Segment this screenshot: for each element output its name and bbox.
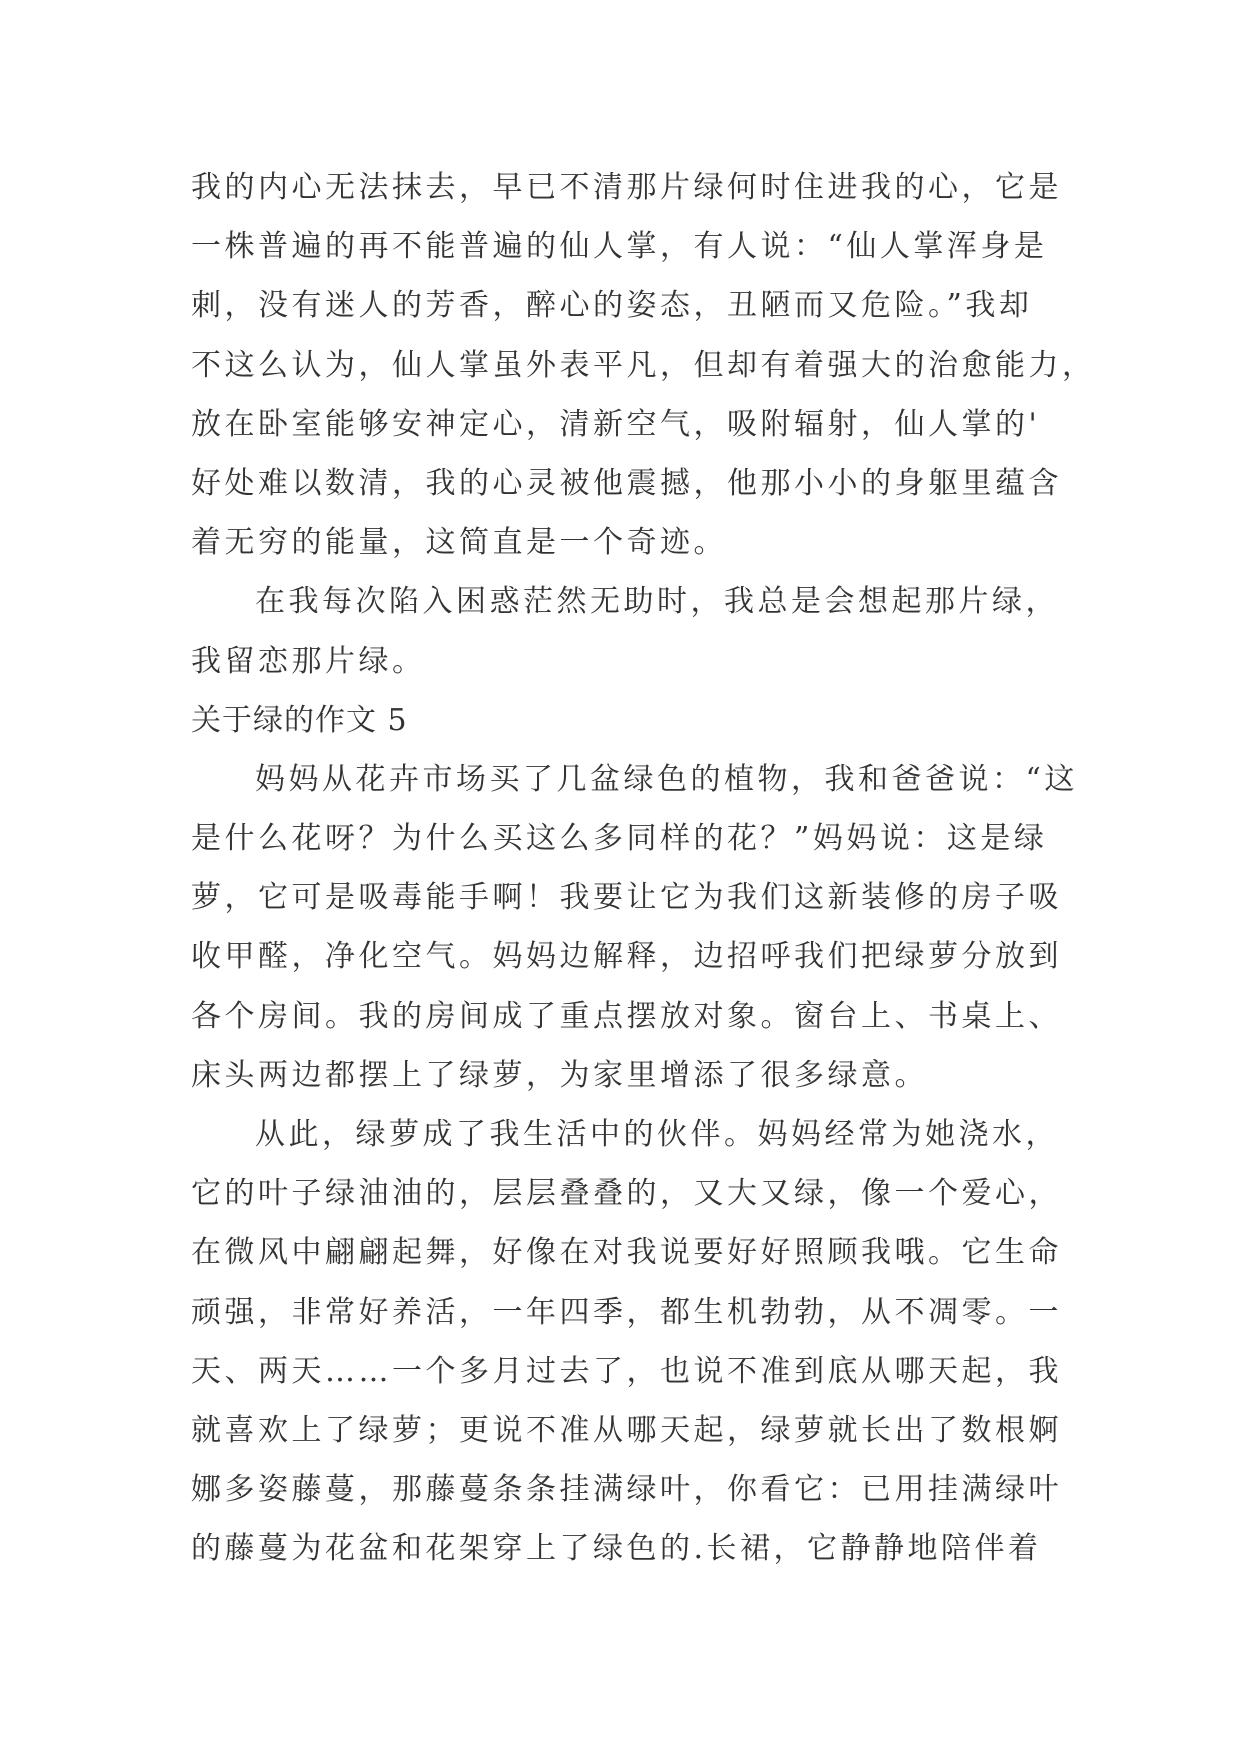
text-line: 萝，它可是吸毒能手啊！我要让它为我们这新装修的房子吸 (191, 880, 1062, 916)
text-line: 就喜欢上了绿萝；更说不准从哪天起，绿萝就长出了数根婀 (191, 1412, 1062, 1448)
text-line: 刺，没有迷人的芳香，醉心的姿态，丑陋而又危险。”我却 (191, 288, 1033, 324)
text-line: 天、两天……一个多月过去了，也说不准到底从哪天起，我 (191, 1353, 1062, 1389)
text-line: 我的内心无法抹去，早已不清那片绿何时住进我的心，它是 (191, 170, 1062, 205)
text-line: 一株普遍的再不能普遍的仙人掌，有人说：“仙人掌浑身是 (191, 229, 1048, 265)
section-heading: 关于绿的作文 5 (191, 702, 408, 738)
text-line: 的藤蔓为花盆和花架穿上了绿色的.长裙，它静静地陪伴着 (191, 1531, 1042, 1567)
text-line: 收甲醛，净化空气。妈妈边解释，边招呼我们把绿萝分放到 (191, 939, 1062, 975)
text-line: 娜多姿藤蔓，那藤蔓条条挂满绿叶，你看它：已用挂满绿叶 (191, 1472, 1062, 1508)
text-line: 不这么认为，仙人掌虽外表平凡，但却有着强大的治愈能力， (191, 347, 1096, 383)
text-line: 着无穷的能量，这简直是一个奇迹。 (191, 525, 727, 561)
text-line: 顽强，非常好养活，一年四季，都生机勃勃，从不凋零。一 (191, 1294, 1062, 1330)
text-line: 床头两边都摆上了绿萝，为家里增添了很多绿意。 (191, 1057, 928, 1093)
text-line: 好处难以数清，我的心灵被他震撼，他那小小的身躯里蕴含 (191, 465, 1062, 501)
paragraph-start-line: 妈妈从花卉市场买了几盆绿色的植物，我和爸爸说：“这 (255, 761, 1078, 797)
text-line: 是什么花呀？为什么买这么多同样的花？”妈妈说：这是绿 (191, 821, 1048, 857)
text-line: 各个房间。我的房间成了重点摆放对象。窗台上、书桌上、 (191, 998, 1062, 1034)
text-line: 我留恋那片绿。 (191, 643, 426, 679)
essay-text (191, 158, 1096, 1579)
text-line: 它的叶子绿油油的，层层叠叠的，又大又绿，像一个爱心， (191, 1176, 1062, 1212)
paragraph-start-line: 从此，绿萝成了我生活中的伙伴。妈妈经常为她浇水， (255, 1117, 1059, 1152)
paragraph-start-line: 在我每次陷入困惑茫然无助时，我总是会想起那片绿， (255, 584, 1059, 620)
text-line: 放在卧室能够安神定心，清新空气，吸附辐射，仙人掌的' (191, 406, 1041, 442)
text-line: 在微风中翩翩起舞，好像在对我说要好好照顾我哦。它生命 (191, 1235, 1062, 1271)
